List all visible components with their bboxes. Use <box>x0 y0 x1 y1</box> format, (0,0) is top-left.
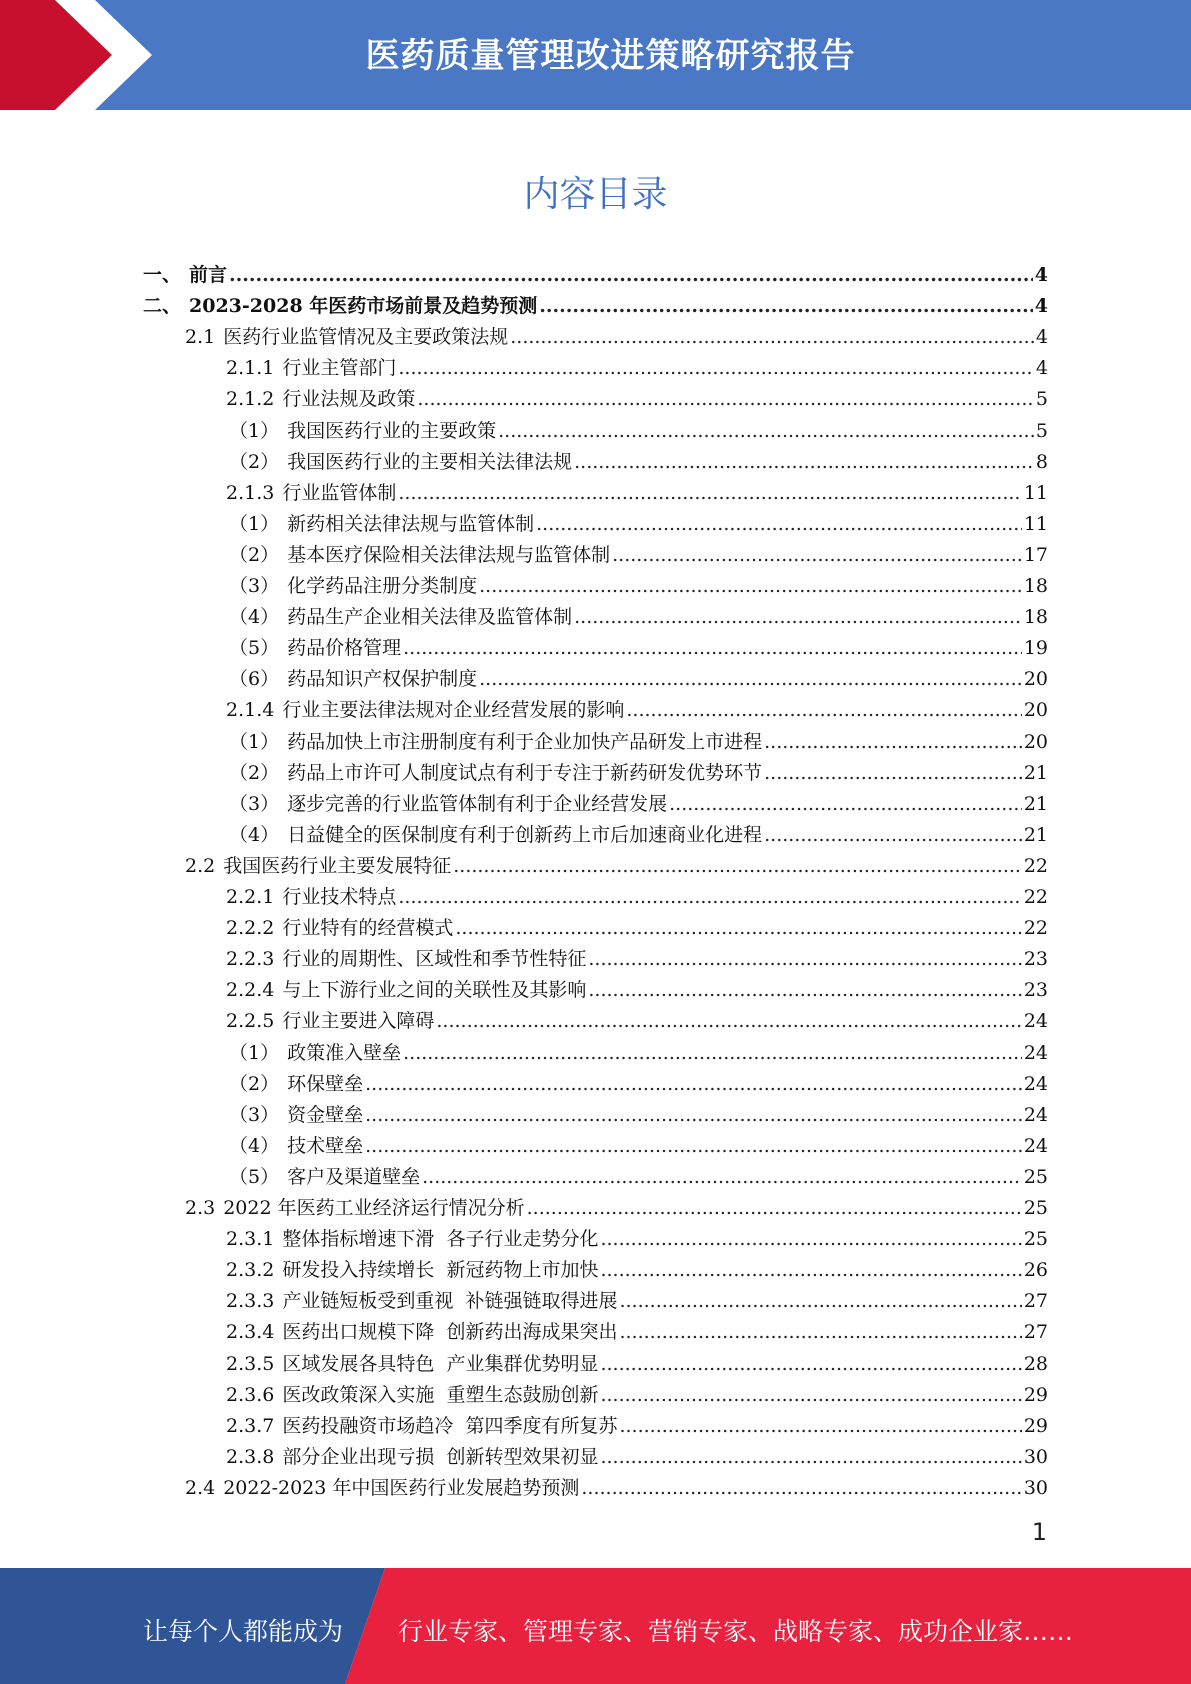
toc-entry[interactable] <box>185 846 1048 877</box>
toc-entry[interactable] <box>229 784 1048 815</box>
toc-entry-page: 29 <box>1023 1383 1048 1406</box>
toc-entry-title: 行业主要进入障碍 <box>282 1010 435 1033</box>
toc-entry-title: 行业法规及政策 <box>282 388 416 411</box>
toc-entry-number: 2.2.1 <box>226 886 275 908</box>
toc-entry-title: 药品上市许可人制度试点有利于专注于新药研发优势环节 <box>287 761 763 784</box>
toc-entry-page: 29 <box>1023 1414 1048 1437</box>
toc-entry-label <box>229 606 572 628</box>
toc-entry-number: （1） <box>229 419 280 442</box>
toc-entry[interactable] <box>226 690 1048 721</box>
toc-entry-title: 基本医疗保险相关法律法规与监管体制 <box>287 543 611 566</box>
toc-entry-title: 日益健全的医保制度有利于创新药上市后加速商业化进程 <box>287 823 763 846</box>
toc-entry-number: 2.1.2 <box>226 388 275 411</box>
toc-entry-page: 30 <box>1023 1476 1048 1499</box>
toc-leader-dots <box>417 388 1034 410</box>
toc-entry-page: 25 <box>1023 1228 1048 1251</box>
toc-entry-title: 政策准入壁垒 <box>287 1041 402 1064</box>
toc-entry-page: 5 <box>1035 388 1048 411</box>
toc-leader-dots <box>455 917 1021 939</box>
toc-entry[interactable] <box>226 1437 1048 1468</box>
toc-leader-dots <box>619 1321 1021 1343</box>
toc-entry-page: 28 <box>1023 1352 1048 1375</box>
toc-entry[interactable] <box>226 1250 1048 1281</box>
toc-entry[interactable] <box>226 1001 1048 1032</box>
toc-entry-page: 22 <box>1023 917 1048 940</box>
toc-leader-dots <box>764 762 1022 784</box>
toc-entry-label <box>229 762 762 784</box>
toc-leader-dots <box>619 1415 1021 1437</box>
toc-entry-title: 行业特有的经营模式 <box>282 917 454 940</box>
toc-entry-number: 2.3.3 <box>226 1290 275 1313</box>
toc-entry-label <box>185 1197 525 1219</box>
toc-leader-dots <box>479 668 1022 690</box>
toc-entry-number: 2.3.2 <box>226 1259 275 1282</box>
toc-entry-label <box>226 1259 598 1281</box>
toc-entry-page: 5 <box>1035 419 1048 442</box>
toc-entry-label <box>229 575 477 597</box>
report-header <box>0 0 1191 110</box>
toc-entry[interactable] <box>226 1344 1048 1375</box>
toc-entry[interactable] <box>229 566 1048 597</box>
toc-entry-label <box>226 979 586 1001</box>
toc-leader-dots <box>600 1353 1021 1375</box>
toc-entry-page: 23 <box>1023 979 1048 1002</box>
toc-entry-label <box>226 948 586 970</box>
toc-leader-dots <box>600 1259 1021 1281</box>
toc-entry[interactable] <box>226 473 1048 504</box>
toc-entry-label <box>185 1477 579 1499</box>
toc-entry[interactable] <box>229 1033 1048 1064</box>
toc-entry-title: 医药投融资市场趋冷 第四季度有所复苏 <box>282 1414 618 1437</box>
toc-leader-dots <box>600 1384 1021 1406</box>
toc-leader-dots <box>536 513 1022 535</box>
toc-leader-dots <box>527 1197 1022 1219</box>
toc-entry-page: 26 <box>1023 1259 1048 1282</box>
page-number: 1 <box>1031 1518 1047 1546</box>
toc-entry-number: 2.3 <box>185 1197 216 1219</box>
toc-leader-dots <box>619 1290 1021 1312</box>
toc-leader-dots <box>588 948 1021 970</box>
toc-entry-page: 18 <box>1023 575 1048 597</box>
toc-entry-label <box>229 824 762 846</box>
toc-entry-number: 2.3.4 <box>226 1321 275 1344</box>
toc-entry[interactable] <box>185 1468 1048 1499</box>
toc-entry[interactable] <box>226 877 1048 908</box>
toc-entry-number: （5） <box>229 1165 280 1188</box>
toc-leader-dots <box>612 544 1022 566</box>
toc-entry-page: 4 <box>1035 326 1048 349</box>
toc-entry-title: 客户及渠道壁垒 <box>287 1165 421 1188</box>
toc-entry-page: 21 <box>1023 792 1048 815</box>
toc-entry-number: （4） <box>229 606 280 629</box>
toc-entry[interactable] <box>229 753 1048 784</box>
toc-entry-page: 11 <box>1023 481 1048 504</box>
toc-entry-number: （2） <box>229 450 280 473</box>
toc-leader-dots <box>669 793 1022 815</box>
toc-entry-title: 技术壁垒 <box>287 1134 364 1157</box>
toc-entry-label <box>226 699 624 721</box>
toc-entry-page: 24 <box>1023 1134 1048 1157</box>
toc-entry-label <box>226 1415 617 1437</box>
toc-entry-number: （4） <box>229 1134 280 1157</box>
toc-entry-label <box>229 1073 363 1095</box>
toc-entry-title: 研发投入持续增长 新冠药物上市加快 <box>282 1259 599 1282</box>
toc-entry[interactable] <box>229 535 1048 566</box>
toc-entry[interactable] <box>229 1157 1048 1188</box>
toc-entry-label <box>229 513 534 535</box>
toc-entry[interactable] <box>226 908 1048 939</box>
toc-entry-page: 24 <box>1023 1041 1048 1064</box>
toc-entry-page: 4 <box>1034 264 1048 286</box>
toc-leader-dots <box>600 1446 1021 1468</box>
toc-entry-label <box>226 1290 617 1312</box>
toc-leader-dots <box>581 1477 1021 1499</box>
toc-entry-label <box>226 388 415 410</box>
toc-entry-title: 资金壁垒 <box>287 1103 364 1126</box>
toc-entry-number: 二、 <box>143 295 182 318</box>
toc-entry-title: 医药行业监管情况及主要政策法规 <box>223 326 509 349</box>
toc-leader-dots <box>498 420 1034 442</box>
toc-entry-label <box>229 637 401 659</box>
toc-leader-dots <box>588 979 1021 1001</box>
toc-entry-title: 2023-2028 年医药市场前景及趋势预测 <box>189 295 538 318</box>
toc-entry-label <box>229 420 496 442</box>
toc-leader-dots <box>574 606 1022 628</box>
toc-entry-title: 行业主要法律法规对企业经营发展的影响 <box>282 699 625 722</box>
toc-entry-label <box>226 1446 598 1468</box>
toc-entry-label <box>229 793 667 815</box>
toc-entry-page: 18 <box>1023 606 1048 629</box>
toc-entry[interactable] <box>185 317 1048 348</box>
toc-entry-page: 24 <box>1023 1010 1048 1033</box>
toc-entry-label <box>185 326 508 348</box>
toc-entry-number: 2.3.7 <box>226 1414 275 1437</box>
toc-leader-dots <box>365 1073 1022 1095</box>
toc-entry-title: 药品知识产权保护制度 <box>287 668 478 691</box>
toc-entry-title: 部分企业出现亏损 创新转型效果初显 <box>282 1445 599 1468</box>
toc-leader-dots <box>510 326 1034 348</box>
toc-entry-label <box>229 668 477 690</box>
toc-leader-dots <box>403 1042 1022 1064</box>
toc-entry-title: 与上下游行业之间的关联性及其影响 <box>282 979 587 1002</box>
toc-entry-title: 产业链短板受到重视 补链强链取得进展 <box>282 1290 618 1313</box>
toc-entry[interactable] <box>226 1406 1048 1437</box>
toc-entry[interactable] <box>226 1281 1048 1312</box>
toc-entry-title: 前言 <box>189 264 228 286</box>
toc-entry-title: 医改政策深入实施 重塑生态鼓励创新 <box>282 1383 599 1406</box>
toc-leader-dots <box>453 855 1022 877</box>
toc-entry[interactable] <box>229 1064 1048 1095</box>
toc-entry-label <box>143 295 537 317</box>
toc-leader-dots <box>229 264 1033 286</box>
toc-entry[interactable] <box>226 970 1048 1001</box>
toc-leader-dots <box>600 1228 1021 1250</box>
toc-entry-number: （3） <box>229 792 280 815</box>
toc-entry-title: 行业监管体制 <box>282 481 397 504</box>
toc-entry-label <box>226 1353 598 1375</box>
toc-entry-label <box>229 544 610 566</box>
toc-entry-page: 24 <box>1023 1072 1048 1095</box>
toc-entry-title: 新药相关法律法规与监管体制 <box>287 512 535 535</box>
toc-entry-label <box>185 855 451 877</box>
footer-slogan-left: 让每个人都能成为 <box>143 1617 344 1646</box>
toc-entry-number: 2.3.6 <box>226 1383 275 1406</box>
toc-entry-title: 2022 年医药工业经济运行情况分析 <box>223 1197 525 1219</box>
toc-entry-number: 2.1.4 <box>226 699 275 722</box>
toc-entry[interactable] <box>226 1219 1048 1250</box>
footer-slogan-right: 行业专家、管理专家、营销专家、战略专家、成功企业家…… <box>398 1617 1074 1646</box>
toc-entry[interactable] <box>229 628 1048 659</box>
toc-entry-page: 11 <box>1023 512 1048 535</box>
toc-entry-number: 2.2.5 <box>226 1010 275 1033</box>
toc-entry-number: （3） <box>229 575 280 597</box>
toc-entry-number: （1） <box>229 1041 280 1064</box>
toc-entry-number: 2.2 <box>185 854 216 877</box>
toc-entry-page: 8 <box>1035 450 1048 473</box>
toc-entry-label <box>229 451 572 473</box>
toc-entry[interactable] <box>229 504 1048 535</box>
toc-entry[interactable] <box>143 255 1048 286</box>
toc-entry-page: 24 <box>1023 1103 1048 1126</box>
toc-entry-title: 逐步完善的行业监管体制有利于企业经营发展 <box>287 792 668 815</box>
toc-entry-title: 化学药品注册分类制度 <box>287 575 478 597</box>
toc-entry-title: 区域发展各具特色 产业集群优势明显 <box>282 1352 599 1375</box>
toc-entry-title: 2022-2023 年中国医药行业发展趋势预测 <box>223 1476 580 1499</box>
toc-entry-title: 药品生产企业相关法律及监管体制 <box>287 606 573 629</box>
toc-entry-label <box>226 357 396 379</box>
toc-leader-dots <box>764 824 1022 846</box>
toc-entry-number: 2.2.2 <box>226 917 275 940</box>
toc-entry-number: 一、 <box>143 264 182 286</box>
toc-entry[interactable] <box>229 411 1048 442</box>
toc-entry[interactable] <box>229 1095 1048 1126</box>
toc-entry-label <box>229 731 762 753</box>
toc-entry-page: 20 <box>1023 668 1048 691</box>
toc-entry-number: （1） <box>229 512 280 535</box>
toc-entry-number: （3） <box>229 1103 280 1126</box>
toc-entry-number: 2.4 <box>185 1476 216 1499</box>
toc-leader-dots <box>365 1135 1022 1157</box>
toc-entry-title: 环保壁垒 <box>287 1072 364 1095</box>
toc-entry-label <box>226 1321 617 1343</box>
toc-entry-label <box>226 1010 434 1032</box>
toc-entry-page: 17 <box>1023 543 1048 566</box>
toc-entry-label <box>226 917 453 939</box>
toc-entry[interactable] <box>226 379 1048 410</box>
report-footer <box>0 1568 1191 1684</box>
toc-entry-title: 药品价格管理 <box>287 637 402 660</box>
toc-entry-page: 23 <box>1023 948 1048 971</box>
toc-entry-number: 2.3.5 <box>226 1352 275 1375</box>
toc-leader-dots <box>398 482 1021 504</box>
toc-entry-label <box>229 1104 363 1126</box>
toc-entry-page: 30 <box>1023 1445 1048 1468</box>
toc-entry-label <box>226 1228 598 1250</box>
toc-entry-page: 22 <box>1023 886 1048 908</box>
toc-entry[interactable] <box>226 1312 1048 1343</box>
toc-leader-dots <box>398 886 1021 908</box>
toc-entry-label <box>229 1135 363 1157</box>
toc-entry[interactable] <box>229 659 1048 690</box>
toc-entry[interactable] <box>185 1188 1048 1219</box>
toc-entry-title: 行业技术特点 <box>282 886 397 908</box>
toc-leader-dots <box>479 575 1022 597</box>
toc-entry-page: 20 <box>1023 730 1048 753</box>
toc-entry-label <box>229 1042 401 1064</box>
toc-entry[interactable] <box>226 1375 1048 1406</box>
toc-entry-title: 整体指标增速下滑 各子行业走势分化 <box>282 1228 599 1251</box>
toc-leader-dots <box>626 699 1021 721</box>
toc-leader-dots <box>398 357 1034 379</box>
toc-entry-title: 行业的周期性、区域性和季节性特征 <box>282 948 587 971</box>
toc-entry-number: （2） <box>229 543 280 566</box>
toc-entry-title: 药品加快上市注册制度有利于企业加快产品研发上市进程 <box>287 730 763 753</box>
toc-entry-page: 4 <box>1034 295 1048 318</box>
toc-entry-number: 2.2.4 <box>226 979 275 1002</box>
toc-entry-title: 我国医药行业的主要相关法律法规 <box>287 450 573 473</box>
toc-entry-number: 2.3.1 <box>226 1228 275 1251</box>
toc-leader-dots <box>436 1010 1021 1032</box>
toc-entry-number: （4） <box>229 823 280 846</box>
toc-entry-page: 19 <box>1023 637 1048 660</box>
toc-entry-number: （6） <box>229 668 280 691</box>
toc-entry-page: 4 <box>1035 357 1048 380</box>
toc-entry-number: 2.1.1 <box>226 357 275 380</box>
toc-entry-number: （2） <box>229 761 280 784</box>
toc-entry-page: 25 <box>1023 1165 1048 1188</box>
toc-entry-label <box>226 482 396 504</box>
toc-entry[interactable] <box>226 348 1048 379</box>
toc-entry-number: 2.3.8 <box>226 1445 275 1468</box>
toc-entry-page: 20 <box>1023 699 1048 722</box>
toc-entry-page: 27 <box>1023 1321 1048 1344</box>
toc-entry-number: 2.1 <box>185 326 216 349</box>
toc-leader-dots <box>365 1104 1022 1126</box>
toc-entry-title: 行业主管部门 <box>282 357 397 380</box>
toc-title: 内容目录 <box>523 174 668 215</box>
toc-entry-number: （5） <box>229 637 280 660</box>
toc-entry[interactable] <box>229 815 1048 846</box>
toc-entry-page: 27 <box>1023 1290 1048 1313</box>
toc-entry-number: 2.2.3 <box>226 948 275 971</box>
toc-entry-page: 25 <box>1023 1197 1048 1219</box>
toc-entry[interactable] <box>143 286 1048 317</box>
toc-entry-number: （1） <box>229 730 280 753</box>
toc-entry[interactable] <box>229 597 1048 628</box>
report-title: 医药质量管理改进策略研究报告 <box>365 36 856 76</box>
toc-entry-label <box>143 264 227 286</box>
toc-entry[interactable] <box>226 939 1048 970</box>
toc-entry-page: 22 <box>1023 854 1048 877</box>
toc-leader-dots <box>764 731 1022 753</box>
toc-entry-label <box>229 1166 420 1188</box>
toc-entry-title: 我国医药行业的主要政策 <box>287 419 497 442</box>
toc-entry-label <box>226 886 396 908</box>
toc-leader-dots <box>403 637 1022 659</box>
toc-leader-dots <box>422 1166 1022 1188</box>
toc-entry-page: 21 <box>1023 761 1048 784</box>
toc-entry-number: （2） <box>229 1072 280 1095</box>
toc-leader-dots <box>574 451 1034 473</box>
toc-entry-page: 21 <box>1023 823 1048 846</box>
toc-entry-title: 我国医药行业主要发展特征 <box>223 854 452 877</box>
toc-entry-title: 医药出口规模下降 创新药出海成果突出 <box>282 1321 618 1344</box>
toc-entry-number: 2.1.3 <box>226 481 275 504</box>
toc-entry[interactable] <box>229 722 1048 753</box>
toc-entry[interactable] <box>229 1126 1048 1157</box>
toc-leader-dots <box>539 295 1032 317</box>
toc-entry[interactable] <box>229 442 1048 473</box>
toc-entry-label <box>226 1384 598 1406</box>
